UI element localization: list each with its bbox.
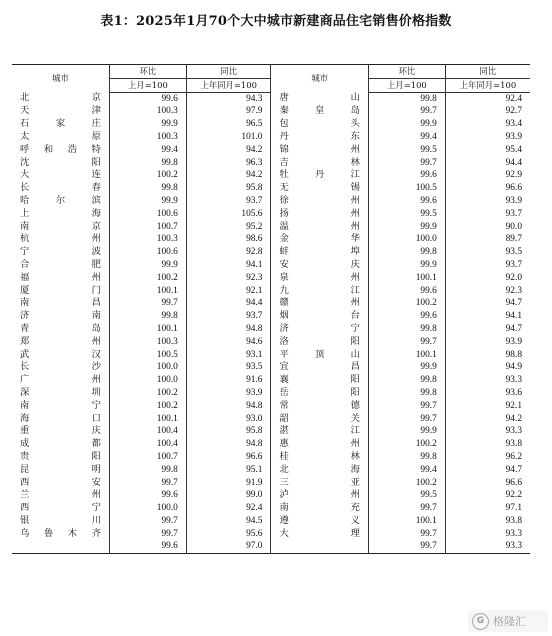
left-city-name: 贵阳	[12, 451, 109, 464]
left-city-name: 天津	[12, 105, 109, 118]
right-yoy-value: 89.7	[505, 234, 522, 245]
right-yoy-value: 93.7	[505, 259, 522, 270]
left-mom-value: 100.2	[109, 272, 186, 285]
left-city-name: 上海	[12, 208, 109, 221]
header-city-right: 城市	[271, 65, 368, 93]
table-row	[12, 323, 530, 336]
right-city-name: 泸州	[271, 489, 368, 502]
table-row	[12, 502, 530, 515]
right-city-name: 金华	[271, 233, 368, 246]
left-yoy-value: 94.8	[186, 323, 271, 336]
right-city-name: 湛江	[271, 425, 368, 438]
right-yoy-value: 97.1	[505, 503, 522, 514]
left-mom-value: 99.6	[109, 540, 186, 553]
right-mom-value: 99.9	[368, 118, 445, 131]
left-yoy-value: 96.5	[186, 118, 271, 131]
left-yoy-value: 95.2	[186, 221, 271, 234]
left-yoy-value: 95.1	[186, 464, 271, 477]
left-mom-value: 99.7	[109, 528, 186, 541]
right-yoy-value: 93.9	[505, 195, 522, 206]
left-mom-value: 100.7	[109, 451, 186, 464]
right-yoy-value: 93.9	[505, 336, 522, 347]
right-yoy-value: 94.1	[505, 311, 522, 322]
table-row	[12, 361, 530, 374]
right-city-name: 常德	[271, 400, 368, 413]
left-yoy-value: 92.3	[186, 272, 271, 285]
left-city-name: 呼和浩特	[12, 144, 109, 157]
right-city-name: 襄阳	[271, 374, 368, 387]
right-city-name: 烟台	[271, 310, 368, 323]
left-mom-value: 100.1	[109, 285, 186, 298]
table-row	[12, 272, 530, 285]
table-row	[12, 515, 530, 528]
table-row	[12, 374, 530, 387]
right-city-name: 丹东	[271, 131, 368, 144]
right-mom-value: 99.8	[368, 246, 445, 259]
left-city-name: 西宁	[12, 502, 109, 515]
left-mom-value: 99.9	[109, 195, 186, 208]
right-mom-value: 99.6	[368, 195, 445, 208]
table-row	[12, 195, 530, 208]
left-yoy-value: 94.2	[186, 169, 271, 182]
right-yoy-value: 93.3	[505, 528, 522, 539]
header-city-left: 城市	[12, 65, 109, 93]
header-yoy-right: 同比	[445, 65, 530, 79]
right-mom-value: 99.4	[368, 131, 445, 144]
left-yoy-value: 92.4	[186, 502, 271, 515]
watermark-text: 格隆汇	[493, 615, 526, 628]
left-city-name: 沈阳	[12, 157, 109, 170]
right-mom-value: 99.8	[368, 387, 445, 400]
right-city-name: 遵义	[271, 515, 368, 528]
right-mom-value: 99.9	[368, 361, 445, 374]
left-city-name: 武汉	[12, 349, 109, 362]
left-mom-value: 100.1	[109, 413, 186, 426]
right-city-name: 安庆	[271, 259, 368, 272]
right-city-name: 赣州	[271, 297, 368, 310]
header-mom-base-right: 上月=100	[368, 78, 445, 92]
right-yoy-value: 92.0	[505, 272, 522, 283]
right-yoy-value: 96.2	[505, 451, 522, 462]
table-row	[12, 310, 530, 323]
left-mom-value: 100.0	[109, 502, 186, 515]
left-yoy-value: 99.0	[186, 489, 271, 502]
right-mom-value: 99.8	[368, 323, 445, 336]
right-mom-value: 99.7	[368, 336, 445, 349]
right-mom-value: 99.6	[368, 310, 445, 323]
right-city-name: 惠州	[271, 438, 368, 451]
left-mom-value: 99.8	[109, 464, 186, 477]
table-row	[12, 233, 530, 246]
right-yoy-value: 93.8	[505, 515, 522, 526]
table-row	[12, 208, 530, 221]
left-yoy-value: 91.6	[186, 374, 271, 387]
left-city-name: 福州	[12, 272, 109, 285]
right-yoy-value: 96.6	[505, 477, 522, 488]
right-mom-value: 100.2	[368, 477, 445, 490]
left-city-name: 昆明	[12, 464, 109, 477]
left-mom-value: 100.7	[109, 221, 186, 234]
header-yoy-base-right: 上年同月=100	[445, 78, 530, 92]
right-city-name: 九江	[271, 285, 368, 298]
left-yoy-value: 94.8	[186, 400, 271, 413]
left-yoy-value: 95.8	[186, 425, 271, 438]
right-yoy-value: 93.5	[505, 247, 522, 258]
left-city-name: 长沙	[12, 361, 109, 374]
left-city-name: 乌鲁木齐	[12, 528, 109, 541]
left-yoy-value: 97.0	[186, 540, 271, 553]
left-city-name: 重庆	[12, 425, 109, 438]
left-yoy-value: 92.8	[186, 246, 271, 259]
right-yoy-value: 90.0	[505, 221, 522, 232]
right-yoy-value: 94.4	[505, 157, 522, 168]
left-mom-value: 100.4	[109, 425, 186, 438]
left-mom-value: 99.4	[109, 144, 186, 157]
right-yoy-value: 92.1	[505, 400, 522, 411]
left-city-name: 厦门	[12, 285, 109, 298]
right-city-name: 岳阳	[271, 387, 368, 400]
watermark-logo-icon: G	[472, 613, 489, 630]
right-yoy-value: 98.8	[505, 349, 522, 360]
right-mom-value: 99.6	[368, 285, 445, 298]
table-row	[12, 477, 530, 490]
left-mom-value: 99.7	[109, 297, 186, 310]
left-yoy-value: 94.6	[186, 336, 271, 349]
left-mom-value: 99.9	[109, 259, 186, 272]
left-yoy-value: 94.8	[186, 438, 271, 451]
right-city-name: 泉州	[271, 272, 368, 285]
left-city-name: 成都	[12, 438, 109, 451]
right-city-name: 扬州	[271, 208, 368, 221]
right-yoy-value: 92.3	[505, 285, 522, 296]
table-row	[12, 451, 530, 464]
left-yoy-value: 93.0	[186, 413, 271, 426]
table-row	[12, 349, 530, 362]
left-city-name: 北京	[12, 92, 109, 105]
table-body	[12, 92, 530, 554]
left-yoy-value: 93.7	[186, 195, 271, 208]
price-index-table	[12, 64, 530, 554]
right-yoy-value: 94.7	[505, 464, 522, 475]
left-mom-value: 100.1	[109, 323, 186, 336]
right-city-name: 唐山	[271, 92, 368, 105]
left-city-name: 兰州	[12, 489, 109, 502]
table-row	[12, 169, 530, 182]
watermark	[468, 610, 548, 632]
left-mom-value: 100.3	[109, 105, 186, 118]
table-row	[12, 131, 530, 144]
left-yoy-value: 93.5	[186, 361, 271, 374]
left-city-name: 郑州	[12, 336, 109, 349]
left-yoy-value: 92.1	[186, 285, 271, 298]
header-mom-left: 环比	[109, 65, 186, 79]
left-yoy-value: 105.6	[186, 208, 271, 221]
header-yoy-left: 同比	[186, 65, 271, 79]
table-row	[12, 489, 530, 502]
right-city-name: 秦皇岛	[271, 105, 368, 118]
left-mom-value: 100.2	[109, 400, 186, 413]
left-mom-value: 99.8	[109, 310, 186, 323]
left-mom-value: 100.2	[109, 387, 186, 400]
left-city-name: 宁波	[12, 246, 109, 259]
header-mom-right: 环比	[368, 65, 445, 79]
right-mom-value: 99.6	[368, 169, 445, 182]
table-row	[12, 246, 530, 259]
left-yoy-value: 94.4	[186, 297, 271, 310]
right-yoy-value: 94.7	[505, 323, 522, 334]
left-mom-value: 99.6	[109, 92, 186, 105]
left-mom-value: 99.8	[109, 157, 186, 170]
table-row	[12, 144, 530, 157]
table-row	[12, 182, 530, 195]
table-row	[12, 387, 530, 400]
right-city-name: 锦州	[271, 144, 368, 157]
right-yoy-value: 96.6	[505, 183, 522, 194]
table-row	[12, 297, 530, 310]
right-city-name: 大理	[271, 528, 368, 541]
left-city-name: 青岛	[12, 323, 109, 336]
right-city-name: 蚌埠	[271, 246, 368, 259]
left-city-name: 深圳	[12, 387, 109, 400]
left-mom-value: 100.3	[109, 336, 186, 349]
table-row	[12, 413, 530, 426]
right-yoy-value: 92.7	[505, 106, 522, 117]
left-mom-value: 99.6	[109, 489, 186, 502]
right-city-name: 三亚	[271, 477, 368, 490]
left-mom-value: 99.7	[109, 477, 186, 490]
table-row	[12, 221, 530, 234]
right-mom-value: 99.8	[368, 451, 445, 464]
left-yoy-value: 98.6	[186, 233, 271, 246]
table-row	[12, 259, 530, 272]
right-mom-value: 99.4	[368, 464, 445, 477]
right-mom-value: 99.9	[368, 259, 445, 272]
right-mom-value: 100.2	[368, 438, 445, 451]
left-mom-value: 99.7	[109, 515, 186, 528]
right-yoy-value: 95.4	[505, 144, 522, 155]
right-city-name: 南充	[271, 502, 368, 515]
left-yoy-value: 94.1	[186, 259, 271, 272]
left-yoy-value: 97.9	[186, 105, 271, 118]
left-mom-value: 100.6	[109, 208, 186, 221]
right-city-name: 牡丹江	[271, 169, 368, 182]
left-city-name: 海口	[12, 413, 109, 426]
right-yoy-value: 93.8	[505, 439, 522, 450]
left-yoy-value: 95.6	[186, 528, 271, 541]
right-city-name: 平顶山	[271, 349, 368, 362]
table-row	[12, 438, 530, 451]
right-yoy-value: 92.9	[505, 170, 522, 181]
left-yoy-value: 101.0	[186, 131, 271, 144]
table-row	[12, 400, 530, 413]
right-city-name: 北海	[271, 464, 368, 477]
left-yoy-value: 95.8	[186, 182, 271, 195]
right-mom-value: 99.7	[368, 105, 445, 118]
left-mom-value: 99.8	[109, 182, 186, 195]
left-yoy-value: 93.7	[186, 310, 271, 323]
right-mom-value: 99.7	[368, 528, 445, 541]
right-yoy-value: 93.3	[505, 375, 522, 386]
left-yoy-value: 91.9	[186, 477, 271, 490]
right-yoy-value: 93.7	[505, 208, 522, 219]
right-yoy-value: 94.2	[505, 413, 522, 424]
right-city-name: 包头	[271, 118, 368, 131]
left-yoy-value: 96.6	[186, 451, 271, 464]
right-mom-value: 99.5	[368, 489, 445, 502]
right-city-name: 吉林	[271, 157, 368, 170]
table-row	[12, 540, 530, 553]
right-yoy-value: 92.2	[505, 490, 522, 501]
right-mom-value: 99.9	[368, 221, 445, 234]
left-city-name: 合肥	[12, 259, 109, 272]
left-mom-value: 100.5	[109, 349, 186, 362]
right-mom-value: 99.5	[368, 144, 445, 157]
left-mom-value: 100.0	[109, 361, 186, 374]
right-city-name: 桂林	[271, 451, 368, 464]
right-yoy-value: 93.3	[505, 426, 522, 437]
right-city-name: 温州	[271, 221, 368, 234]
left-city-name: 济南	[12, 310, 109, 323]
right-mom-value: 99.7	[368, 400, 445, 413]
left-city-name: 杭州	[12, 233, 109, 246]
right-mom-value: 99.7	[368, 157, 445, 170]
left-city-name: 南宁	[12, 400, 109, 413]
right-yoy-value: 93.6	[505, 387, 522, 398]
right-mom-value: 100.2	[368, 297, 445, 310]
right-mom-value: 100.0	[368, 233, 445, 246]
table-row	[12, 528, 530, 541]
table-row	[12, 464, 530, 477]
left-mom-value: 100.3	[109, 131, 186, 144]
right-city-name: 无锡	[271, 182, 368, 195]
right-city-name: 韶关	[271, 413, 368, 426]
right-city-name	[271, 540, 368, 553]
table-title: 表1：2025年1月70个大中城市新建商品住宅销售价格指数	[100, 14, 452, 29]
right-mom-value: 99.7	[368, 540, 445, 553]
left-yoy-value: 94.5	[186, 515, 271, 528]
left-yoy-value: 93.1	[186, 349, 271, 362]
right-mom-value: 99.8	[368, 92, 445, 105]
right-mom-value: 99.9	[368, 425, 445, 438]
left-city-name: 广州	[12, 374, 109, 387]
right-mom-value: 100.5	[368, 182, 445, 195]
left-city-name: 南京	[12, 221, 109, 234]
left-city-name: 西安	[12, 477, 109, 490]
table-row	[12, 157, 530, 170]
right-yoy-value: 94.9	[505, 362, 522, 373]
right-city-name: 洛阳	[271, 336, 368, 349]
table-row	[12, 285, 530, 298]
left-mom-value: 100.4	[109, 438, 186, 451]
table-row	[12, 425, 530, 438]
left-city-name: 太原	[12, 131, 109, 144]
left-city-name: 大连	[12, 169, 109, 182]
right-yoy-value: 93.9	[505, 131, 522, 142]
table-row	[12, 92, 530, 105]
right-mom-value: 99.8	[368, 374, 445, 387]
right-yoy-value: 92.4	[505, 93, 522, 104]
right-mom-value: 100.1	[368, 272, 445, 285]
right-city-name: 宜昌	[271, 361, 368, 374]
right-yoy-value: 94.7	[505, 298, 522, 309]
right-mom-value: 100.1	[368, 349, 445, 362]
right-city-name: 徐州	[271, 195, 368, 208]
table-row	[12, 118, 530, 131]
left-yoy-value: 93.9	[186, 387, 271, 400]
left-city-name: 哈尔滨	[12, 195, 109, 208]
right-yoy-value: 93.3	[445, 540, 530, 553]
header-yoy-base-left: 上年同月=100	[186, 78, 271, 92]
header-mom-base-left: 上月=100	[109, 78, 186, 92]
left-mom-value: 100.6	[109, 246, 186, 259]
left-yoy-value: 96.3	[186, 157, 271, 170]
right-yoy-value: 93.4	[505, 119, 522, 130]
left-city-name: 南昌	[12, 297, 109, 310]
right-mom-value: 99.7	[368, 413, 445, 426]
right-mom-value: 99.5	[368, 208, 445, 221]
left-city-name: 石家庄	[12, 118, 109, 131]
left-mom-value: 100.0	[109, 374, 186, 387]
left-city-name	[12, 540, 109, 553]
left-city-name: 长春	[12, 182, 109, 195]
table-row	[12, 336, 530, 349]
table-row	[12, 105, 530, 118]
left-mom-value: 100.3	[109, 233, 186, 246]
right-mom-value: 99.7	[368, 502, 445, 515]
left-yoy-value: 94.2	[186, 144, 271, 157]
right-mom-value: 100.1	[368, 515, 445, 528]
right-city-name: 济宁	[271, 323, 368, 336]
left-mom-value: 99.9	[109, 118, 186, 131]
left-city-name: 银川	[12, 515, 109, 528]
left-mom-value: 100.2	[109, 169, 186, 182]
left-yoy-value: 94.3	[186, 92, 271, 105]
